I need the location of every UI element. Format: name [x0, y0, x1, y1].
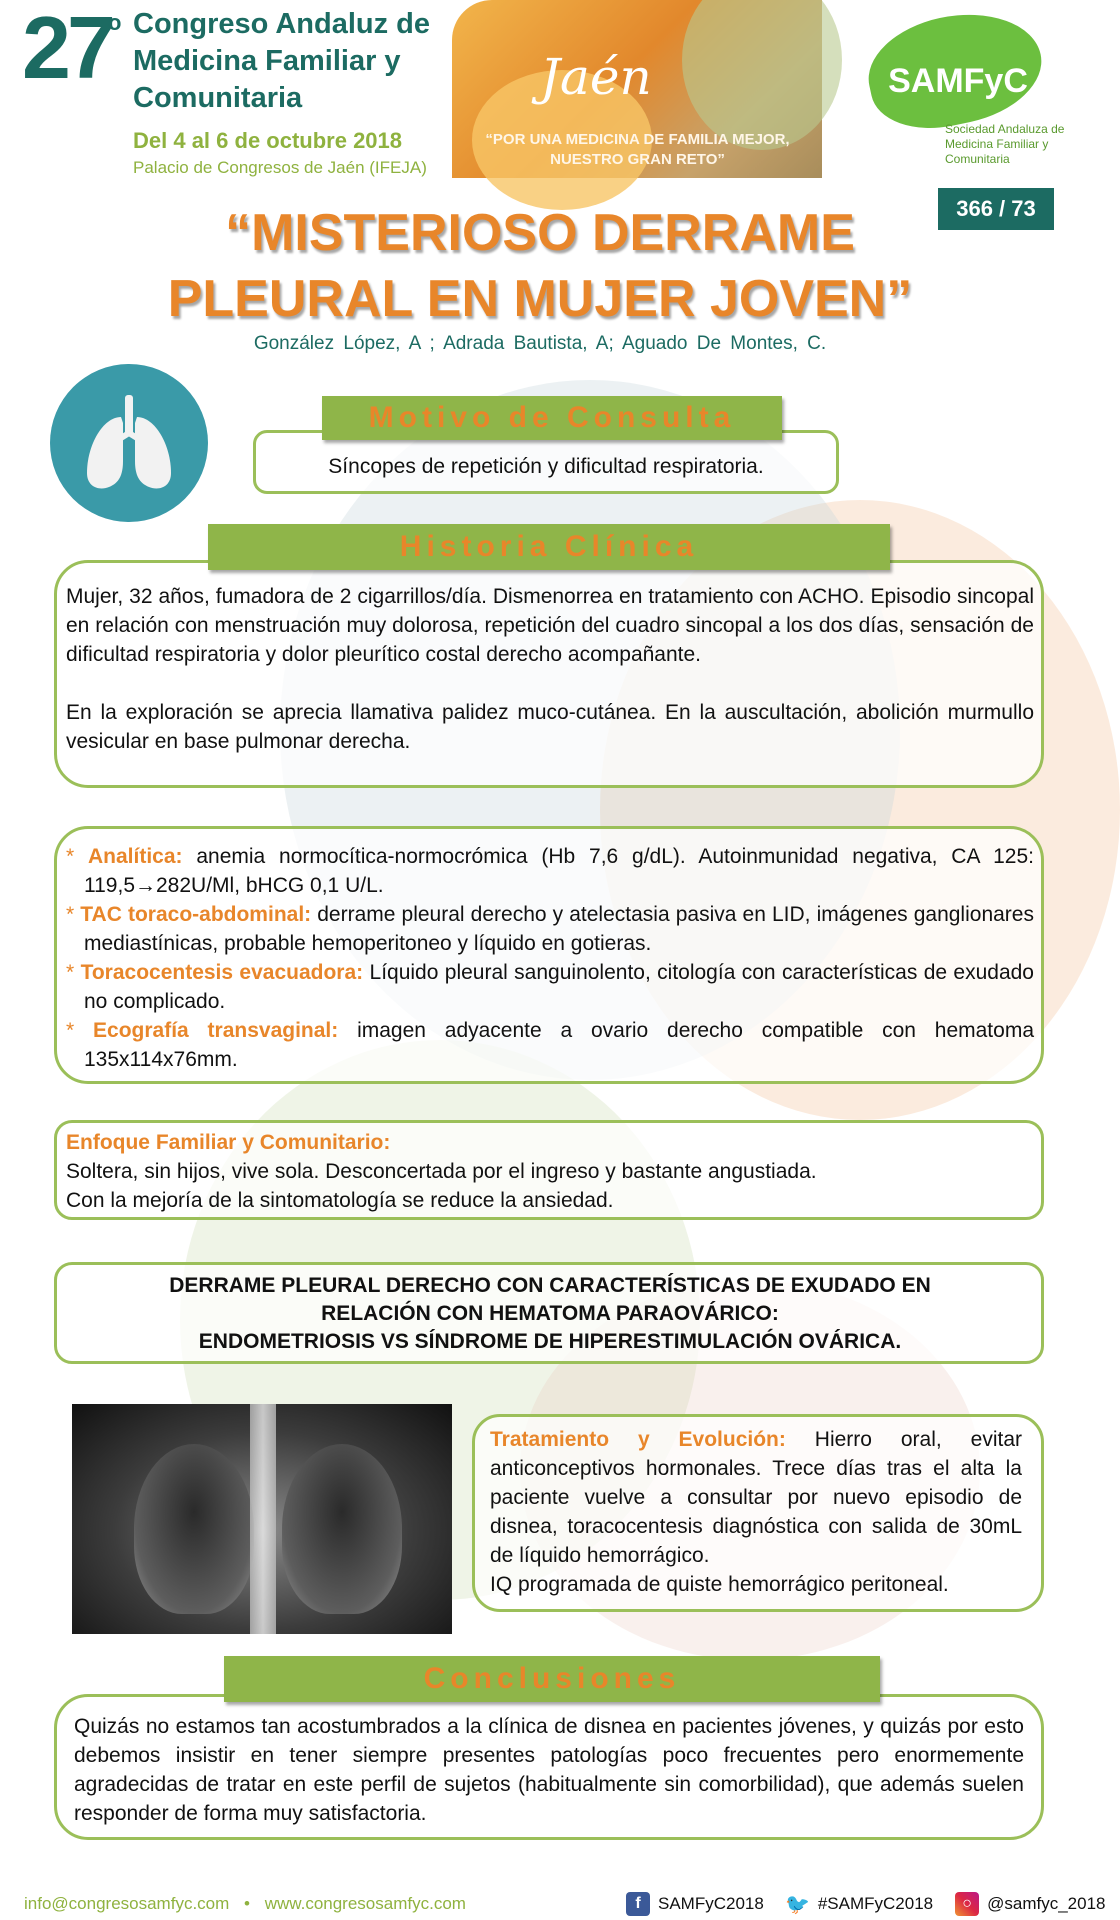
prueba-item-ecografia: * Ecografía transvaginal: imagen adyacente a ovario derecho compatible con hematoma 135x114x76mm.: [66, 1019, 1034, 1071]
historia-text: [66, 582, 1034, 756]
congress-title: Congreso Andaluz de Medicina Familiar y Comunitaria: [133, 8, 430, 114]
prueba-item-tac: * TAC toraco-abdominal: derrame pleural derecho y atelectasia pasiva en LID, imágenes ganglionares mediastínicas, probable hemoperitoneo y líquido en gotieras.: [66, 903, 1034, 955]
poster-title-line1: “MISTERIOSO DERRAME: [225, 204, 855, 262]
congress-venue: Palacio de Congresos de Jaén (IFEJA): [133, 158, 427, 177]
historia-paragraph-1: Mujer, 32 años, fumadora de 2 cigarrillos/día. Dismenorrea en tratamiento con ACHO. Episodio sincopal en relación con menstruación muy dolorosa, repetición del cuadro sincopal a los dos días, sensación de dificultad respiratoria y dolor pleurítico costal derecho acompañante.: [66, 585, 1034, 666]
prueba-item-analitica: * Analítica: anemia normocítica-normocrómica (Hb 7,6 g/dL). Autoinmunidad negativa, CA 125: 119,5→282U/Ml, bHCG 0,1 U/L.: [66, 845, 1034, 897]
poster-id-badge: 366 / 73: [938, 188, 1054, 230]
samfyc-logo-text: SAMFyC: [888, 62, 1028, 100]
footer-web-link[interactable]: www.congresosamfyc.com: [264, 1894, 466, 1913]
congress-motto: “POR UNA MEDICINA DE FAMILIA MEJOR, NUESTRO GRAN RETO”: [485, 131, 790, 168]
footer-contact: [24, 1894, 466, 1914]
footer-email-link[interactable]: info@congresosamfyc.com: [24, 1894, 230, 1913]
instagram-handle[interactable]: @samfyc_2018: [987, 1894, 1106, 1913]
congress-dates: Del 4 al 6 de octubre 2018: [133, 128, 403, 153]
diagnostico-line-2: RELACIÓN CON HEMATOMA PARAOVÁRICO:: [321, 1302, 779, 1325]
motivo-header: Motivo de Consulta: [322, 396, 782, 440]
pruebas-list: [66, 842, 1034, 1074]
enfoque-label: Enfoque Familiar y Comunitario:: [66, 1131, 391, 1154]
facebook-icon: f: [626, 1892, 650, 1916]
twitter-icon: 🐦: [785, 1893, 811, 1916]
enfoque-line-1: Soltera, sin hijos, vive sola. Desconcertada por el ingreso y bastante angustiada.: [66, 1160, 817, 1183]
congress-number: 27: [22, 0, 112, 97]
diagnostico-line-3: ENDOMETRIOSIS VS SÍNDROME DE HIPERESTIMULACIÓN OVÁRICA.: [198, 1330, 902, 1353]
city-name: Jaén: [540, 48, 652, 106]
tratamiento-text: [490, 1425, 1022, 1599]
diagnostico-text: [66, 1272, 1034, 1356]
tratamiento-line-2: IQ programada de quiste hemorrágico peritoneal.: [490, 1573, 949, 1596]
footer-social: [626, 1892, 1105, 1916]
historia-header: Historia Clínica: [208, 524, 890, 570]
org-name: Sociedad Andaluza de Medicina Familiar y Comunitaria: [945, 122, 1065, 166]
authors: González López, A ; Adrada Bautista, A; Aguado De Montes, C.: [253, 333, 827, 354]
congress-ordinal: o: [108, 10, 122, 35]
motivo-text: Síncopes de repetición y dificultad respiratoria.: [328, 455, 764, 478]
tratamiento-paragraph: Tratamiento y Evolución: Hierro oral, evitar anticonceptivos hormonales. Trece días tras el alta la paciente vuelve a consultar por nuevo episodio de disnea, toracocentesis diagnóstica con salida de 30mL de líquido hemorrágico.: [490, 1428, 1022, 1567]
instagram-icon: ○: [955, 1892, 979, 1916]
twitter-handle[interactable]: #SAMFyC2018: [817, 1894, 934, 1913]
conclusiones-text: Quizás no estamos tan acostumbrados a la clínica de disnea en pacientes jóvenes, y quizás por esto debemos insistir en tener siempre presentes patologías poco frecuentes pero enormemente agradecidas de tratar en este perfil de sujetos (habitualmente sin comorbilidad), que además suelen responder de forma muy satisfactoria.: [74, 1715, 1024, 1825]
chest-xray-image: [72, 1404, 452, 1634]
footer-separator: •: [244, 1894, 250, 1913]
diagnostico-line-1: DERRAME PLEURAL DERECHO CON CARACTERÍSTICAS DE EXUDADO EN: [169, 1274, 931, 1297]
conclusiones-header: Conclusiones: [224, 1656, 880, 1702]
prueba-item-toracocentesis: * Toracocentesis evacuadora: Líquido pleural sanguinolento, citología con características de exudado no complicado.: [66, 961, 1034, 1013]
lungs-icon: [50, 364, 208, 522]
poster-title: [80, 200, 1000, 332]
enfoque-text: [66, 1128, 1034, 1215]
enfoque-line-2: Con la mejoría de la sintomatología se reduce la ansiedad.: [66, 1189, 614, 1212]
historia-paragraph-2: En la exploración se aprecia llamativa palidez muco-cutánea. En la auscultación, abolición murmullo vesicular en base pulmonar derecha.: [66, 701, 1034, 753]
facebook-handle[interactable]: SAMFyC2018: [658, 1894, 764, 1913]
poster-title-line2: PLEURAL EN MUJER JOVEN”: [167, 270, 913, 328]
